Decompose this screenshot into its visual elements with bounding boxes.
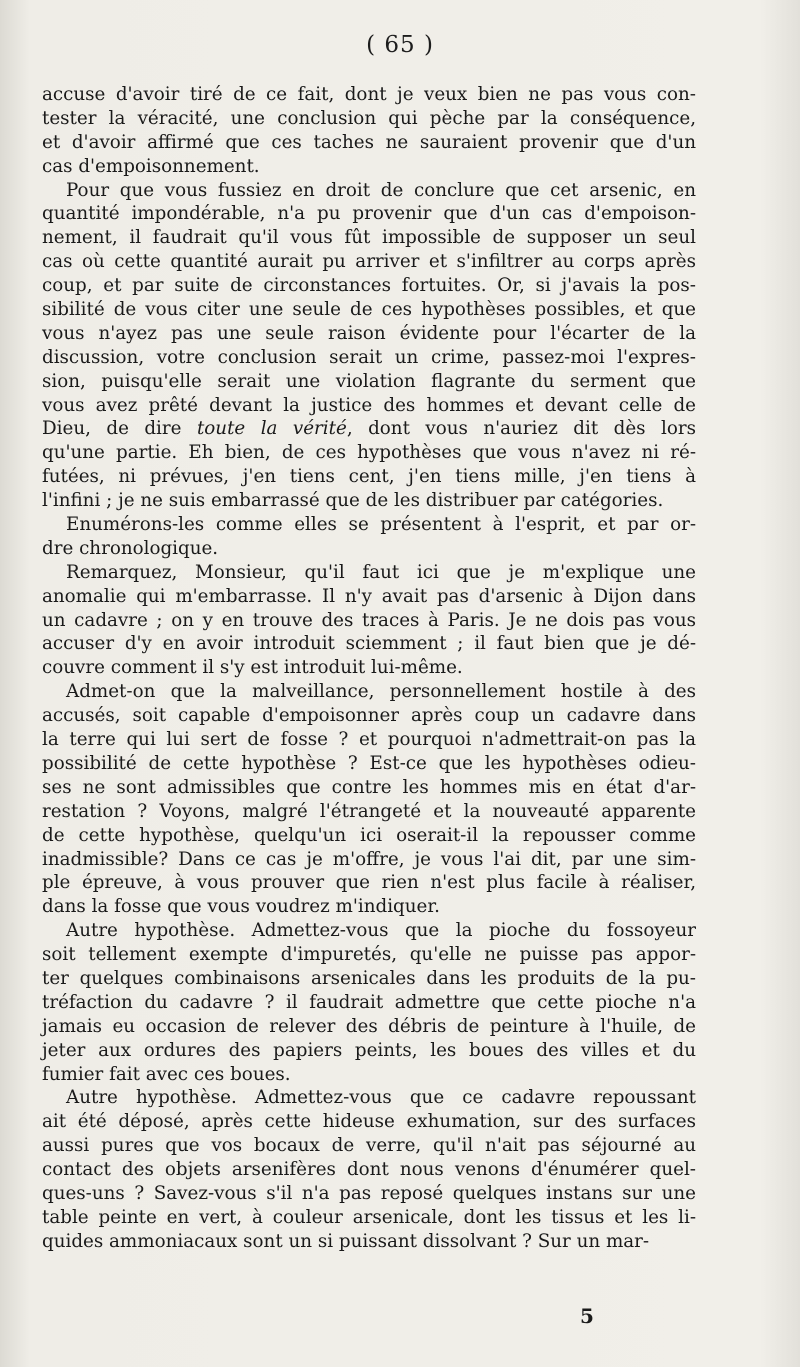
paragraph xyxy=(42,83,696,179)
text-line: accuse d'avoir tiré de ce fait, dont je veux bien ne pas vous con- xyxy=(42,84,696,105)
text-line: soit tellement exempte d'impuretés, qu'elle ne puisse pas appor- xyxy=(42,944,696,966)
text-line: coup, et par suite de circonstances fortuites. Or, si j'avais la pos- xyxy=(42,275,696,297)
text-line: Dieu, de dire toute la vérité, dont vous n'auriez dit dès lors xyxy=(42,418,697,440)
text-line: sion, puisqu'elle serait une violation flagrante du serment que xyxy=(42,370,696,392)
text-line: discussion, votre conclusion serait un crime, passez-moi l'expres- xyxy=(42,346,696,368)
text-line: ques-uns ? Savez-vous s'il n'a pas reposé quelques instans sur une xyxy=(42,1182,696,1204)
text-line: couvre comment il s'y est introduit lui-même. xyxy=(42,657,463,679)
body-text xyxy=(42,83,696,1254)
text-line: ait été déposé, après cette hideuse exhumation, sur des surfaces xyxy=(42,1111,696,1133)
text-line: Autre hypothèse. Admettez-vous que ce cadavre repoussant xyxy=(66,1087,696,1109)
text-line: restation ? Voyons, malgré l'étrangeté et la nouveauté apparente xyxy=(42,800,696,822)
text-line: jamais eu occasion de relever des débris de peinture à l'huile, de xyxy=(42,1015,696,1037)
text-line: tester la véracité, une conclusion qui pèche par la conséquence, xyxy=(42,107,696,129)
text-line: inadmissible? Dans ce cas je m'offre, je vous l'ai dit, par une sim- xyxy=(42,848,696,870)
text-line: l'infini ; je ne suis embarrassé que de les distribuer par catégories. xyxy=(42,490,664,512)
text-line: futées, ni prévues, j'en tiens cent, j'en tiens mille, j'en tiens à xyxy=(42,466,696,488)
text-line: Autre hypothèse. Admettez-vous que la pioche du fossoyeur xyxy=(66,920,696,942)
text-line: contact des objets arsenifères dont nous venons d'énumérer quel- xyxy=(42,1159,696,1181)
text-line: table peinte en vert, à couleur arsenicale, dont les tissus et les li- xyxy=(42,1206,696,1228)
text-line: jeter aux ordures des papiers peints, les boues des villes et du xyxy=(42,1039,696,1061)
text-line: de cette hypothèse, quelqu'un ici oserait-il la repousser comme xyxy=(42,824,696,846)
text-line: quantité impondérable, n'a pu provenir que d'un cas d'empoison- xyxy=(42,203,696,225)
paragraph xyxy=(42,919,696,1086)
text-line: ter quelques combinaisons arsenicales dans les produits de la pu- xyxy=(42,967,696,989)
text-line: ses ne sont admissibles que contre les hommes mis en état d'ar- xyxy=(42,776,696,798)
text-line: possibilité de cette hypothèse ? Est-ce que les hypothèses odieu- xyxy=(42,752,696,774)
text-line: accusés, soit capable d'empoisonner après coup un cadavre dans xyxy=(42,705,696,727)
text-line: sibilité de vous citer une seule de ces hypothèses possibles, et que xyxy=(42,299,696,321)
text-line: et d'avoir affirmé que ces taches ne sauraient provenir que d'un xyxy=(42,131,696,153)
text-line: Admet-on que la malveillance, personnellement hostile à des xyxy=(66,681,696,703)
text-line: vous avez prêté devant la justice des hommes et devant celle de xyxy=(42,394,696,416)
paragraph xyxy=(42,513,696,561)
text-line: accuser d'y en avoir introduit sciemment ; il faut bien que je dé- xyxy=(42,633,696,655)
paragraph xyxy=(42,561,696,680)
text-line: la terre qui lui sert de fosse ? et pourquoi n'admettrait-on pas la xyxy=(42,729,696,751)
paragraph xyxy=(42,680,696,919)
text-line: tréfaction du cadavre ? il faudrait admettre que cette pioche n'a xyxy=(42,991,696,1013)
text-line: quides ammoniacaux sont un si puissant dissolvant ? Sur un mar- xyxy=(42,1230,650,1252)
text-line: cas où cette quantité aurait pu arriver et s'infiltrer au corps après xyxy=(42,251,696,273)
text-line: dre chronologique. xyxy=(42,537,219,559)
text-line: cas d'empoisonnement. xyxy=(42,155,260,177)
text-line: ple épreuve, à vous prouver que rien n'est plus facile à réaliser, xyxy=(42,872,696,894)
text-line: qu'une partie. Eh bien, de ces hypothèses que vous n'avez ni ré- xyxy=(42,442,696,464)
text-line: nement, il faudrait qu'il vous fût impossible de supposer un seul xyxy=(42,227,696,249)
text-line: dans la fosse que vous voudrez m'indiquer. xyxy=(42,896,440,918)
text-line: Enumérons-les comme elles se présentent à l'esprit, et par or- xyxy=(66,514,696,536)
text-line: Remarquez, Monsieur, qu'il faut ici que je m'explique une xyxy=(66,561,696,583)
signature-mark: 5 xyxy=(580,1304,594,1328)
text-line: un cadavre ; on y en trouve des traces à Paris. Je ne dois pas vous xyxy=(42,609,696,631)
text-line: vous n'ayez pas une seule raison évidente pour l'écarter de la xyxy=(42,322,696,344)
text-line: anomalie qui m'embarrasse. Il n'y avait pas d'arsenic à Dijon dans xyxy=(42,585,696,607)
paragraph xyxy=(42,1086,696,1253)
page-number: ( 65 ) xyxy=(366,32,434,58)
text-line: aussi pures que vos bocaux de verre, qu'il n'ait pas séjourné au xyxy=(42,1135,696,1157)
paragraph xyxy=(42,179,696,513)
text-line: Pour que vous fussiez en droit de conclure que cet arsenic, en xyxy=(66,179,696,201)
text-line: fumier fait avec ces boues. xyxy=(42,1063,291,1085)
